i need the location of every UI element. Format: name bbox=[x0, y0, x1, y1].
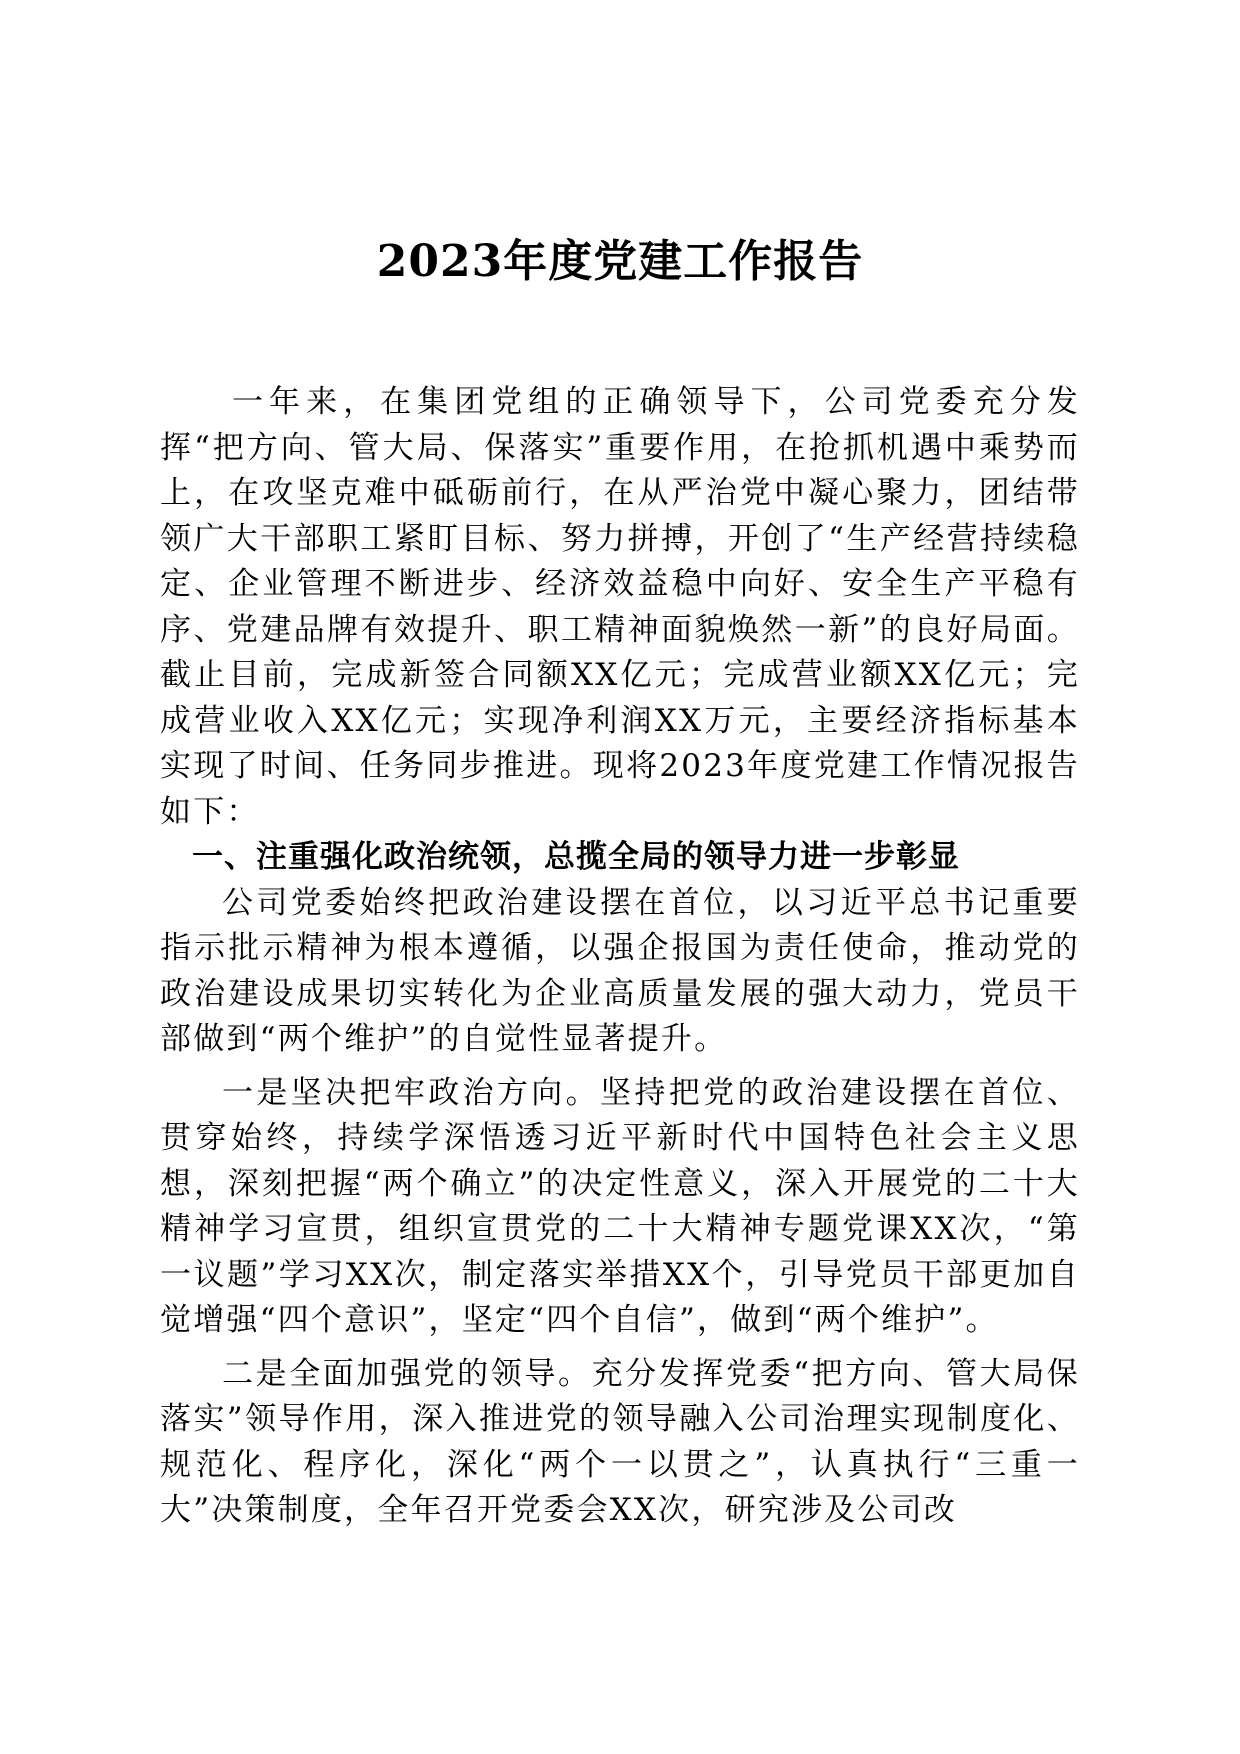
paragraph-spacer bbox=[160, 1344, 1080, 1352]
document-body bbox=[160, 380, 1080, 1534]
point-one-paragraph: 一是坚决把牢政治方向。坚持把党的政治建设摆在首位、贯穿始终，持续学深悟透习近平新时代中国特色社会主义思想，深刻把握“两个确立”的决定性意义，深入开展党的二十大精神学习宣贯，组织宣贯党的二十大精神专题党课XX次，“第一议题”学习XX次，制定落实举措XX个，引导党员干部更加自觉增强“四个意识”，坚定“四个自信”，做到“两个维护”。 bbox=[160, 1074, 1080, 1338]
section-heading: 一、注重强化政治统领，总揽全局的领导力进一步彰显 bbox=[192, 839, 960, 875]
section-paragraph: 公司党委始终把政治建设摆在首位，以习近平总书记重要指示批示精神为根本遵循，以强企报国为责任使命，推动党的政治建设成果切实转化为企业高质量发展的强大动力，党员干部做到“两个维护”的自觉性显著提升。 bbox=[160, 884, 1080, 1057]
intro-paragraph: 一年来，在集团党组的正确领导下，公司党委充分发挥“把方向、管大局、保落实”重要作用，在抢抓机遇中乘势而上，在攻坚克难中砥砺前行，在从严治党中凝心聚力，团结带领广大干部职工紧盯目标、努力拼搏，开创了“生产经营持续稳定、企业管理不断进步、经济效益稳中向好、安全生产平稳有序、党建品牌有效提升、职工精神面貌焕然一新”的良好局面。截止目前，完成新签合同额XX亿元；完成营业额XX亿元；完成营业收入XX亿元；实现净利润XX万元，主要经济指标基本实现了时间、任务同步推进。现将2023年度党建工作情况报告如下： bbox=[160, 384, 1080, 830]
document-title: 2023年度党建工作报告 bbox=[376, 236, 864, 287]
paragraph-spacer bbox=[160, 1063, 1080, 1071]
point-two-paragraph: 二是全面加强党的领导。充分发挥党委“把方向、管大局保落实”领导作用，深入推进党的领导融入公司治理实现制度化、规范化、程序化，深化“两个一以贯之”，认真执行“三重一大”决策制度，全年召开党委会XX次，研究涉及公司改 bbox=[160, 1355, 1080, 1528]
